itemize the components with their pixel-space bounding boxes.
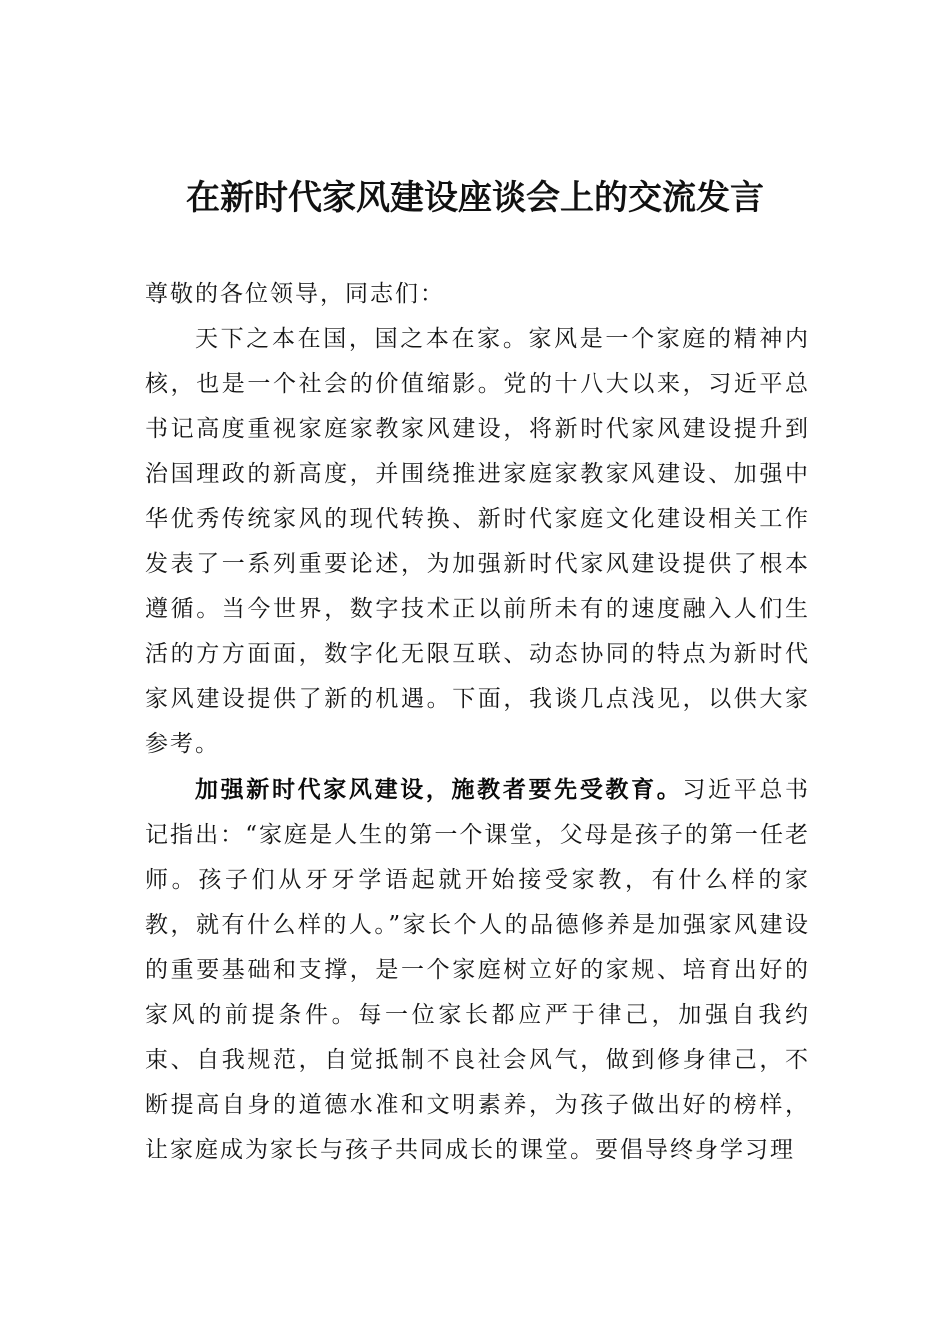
paragraph-intro: 天下之本在国，国之本在家。家风是一个家庭的精神内核，也是一个社会的价值缩影。党的十八大以来，习近平总书记高度重视家庭家教家风建设，将新时代家风建设提升到治国理政的新高度，并围绕推进家庭家教家风建设、加强中华优秀传统家风的现代转换、新时代家庭文化建设相关工作发表了一系列重要论述，为加强新时代家风建设提供了根本遵循。当今世界，数字技术正以前所未有的速度融入人们生活的方方面面，数字化无限互联、动态协同的特点为新时代家风建设提供了新的机遇。下面，我谈几点浅见，以供大家参考。 [145,326,810,757]
paragraph-section-1 [145,767,810,1173]
section-1-body-text: 习近平总书记指出：“家庭是人生的第一个课堂，父母是孩子的第一任老师。孩子们从牙牙学语起就开始接受家教，有什么样的家教，就有什么样的人。”家长个人的品德修养是加强家风建设的重要基础和支撑，是一个家庭树立好的家规、培育出好的家风的前提条件。每一位家长都应严于律己，加强自我约束、自我规范，自觉抵制不良社会风气，做到修身律己，不断提高自身的道德水准和文明素养，为孩子做出好的榜样，让家庭成为家长与孩子共同成长的课堂。要倡导终身学习理 [145,777,811,1163]
section-1-lead-sentence: 加强新时代家风建设，施教者要先受教育。 [195,776,683,803]
document-body [145,272,810,1173]
salutation: 尊敬的各位领导，同志们： [145,281,445,307]
document-title: 在新时代家风建设座谈会上的交流发言 [186,178,764,218]
